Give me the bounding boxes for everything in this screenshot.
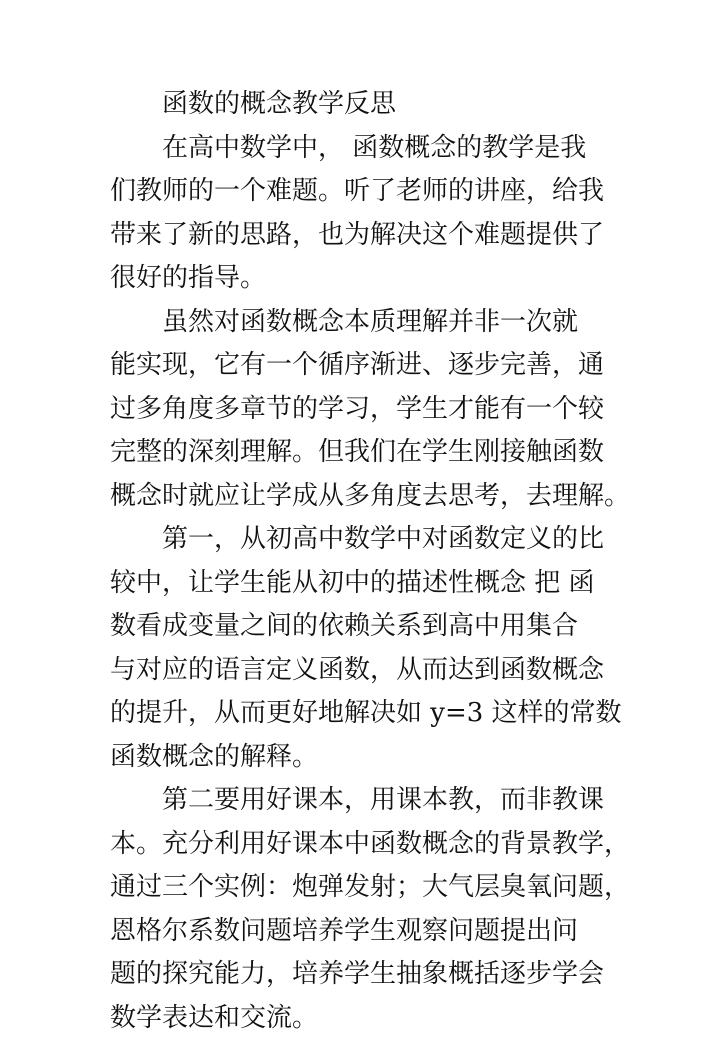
paragraph-line: 通过三个实例：炮弹发射；大气层臭氧问题，	[110, 866, 610, 910]
paragraph-line: 本。充分利用好课本中函数概念的背景教学，	[110, 823, 610, 867]
paragraph-1	[110, 127, 610, 301]
document-title: 函数的概念教学反思	[110, 83, 610, 127]
paragraph-line: 们教师的一个难题。听了老师的讲座，给我	[110, 170, 610, 214]
document-body	[110, 83, 610, 1040]
paragraph-line: 数学表达和交流。	[110, 997, 610, 1040]
paragraph-line: 的提升，从而更好地解决如 y=3 这样的常数	[110, 692, 610, 736]
paragraph-line: 带来了新的思路，也为解决这个难题提供了	[110, 214, 610, 258]
paragraph-line: 题的探究能力，培养学生抽象概括逐步学会	[110, 953, 610, 997]
paragraph-line: 第一，从初高中数学中对函数定义的比	[110, 518, 610, 562]
paragraph-line: 与对应的语言定义函数，从而达到函数概念	[110, 649, 610, 693]
paragraph-line: 虽然对函数概念本质理解并非一次就	[110, 301, 610, 345]
paragraph-line: 很好的指导。	[110, 257, 610, 301]
paragraph-4	[110, 779, 610, 1040]
paragraph-line: 数看成变量之间的依赖关系到高中用集合	[110, 605, 610, 649]
paragraph-line: 完整的深刻理解。但我们在学生刚接触函数	[110, 431, 610, 475]
paragraph-line: 第二要用好课本，用课本教，而非教课	[110, 779, 610, 823]
paragraph-line: 较中，让学生能从初中的描述性概念 把 函	[110, 562, 610, 606]
paragraph-line: 在高中数学中， 函数概念的教学是我	[110, 127, 610, 171]
paragraph-line: 过多角度多章节的学习，学生才能有一个较	[110, 388, 610, 432]
paragraph-3	[110, 518, 610, 779]
paragraph-2	[110, 301, 610, 519]
paragraph-line: 恩格尔系数问题培养学生观察问题提出问	[110, 910, 610, 954]
paragraph-line: 函数概念的解释。	[110, 736, 610, 780]
paragraph-line: 能实现，它有一个循序渐进、逐步完善，通	[110, 344, 610, 388]
paragraph-line: 概念时就应让学成从多角度去思考，去理解。	[110, 475, 610, 519]
